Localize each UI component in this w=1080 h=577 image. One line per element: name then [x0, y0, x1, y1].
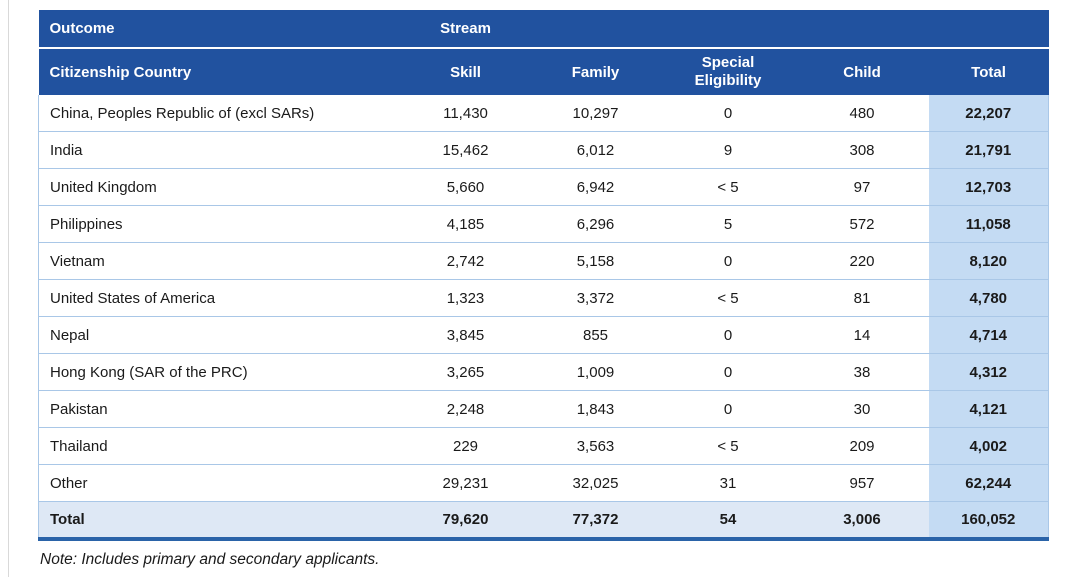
table-row: [39, 95, 1049, 132]
skill-cell: 15,462: [401, 132, 531, 169]
skill-cell: 3,845: [401, 317, 531, 354]
total-cell: 4,780: [929, 280, 1049, 317]
table-row: [39, 428, 1049, 465]
skill-cell: 11,430: [401, 95, 531, 132]
family-cell: 6,942: [531, 169, 661, 206]
column-header-child: Child: [796, 48, 929, 95]
total-cell: 4,121: [929, 391, 1049, 428]
citizenship-by-stream-table: [38, 10, 1049, 541]
skill-cell: 4,185: [401, 206, 531, 243]
table-body: [39, 95, 1049, 539]
table-row: [39, 280, 1049, 317]
child-cell: 957: [796, 465, 929, 502]
total-cell: 11,058: [929, 206, 1049, 243]
country-cell: Thailand: [39, 428, 401, 465]
table-row: [39, 317, 1049, 354]
skill-cell: 29,231: [401, 465, 531, 502]
child-cell: 572: [796, 206, 929, 243]
total-row-skill: 79,620: [401, 502, 531, 540]
country-cell: China, Peoples Republic of (excl SARs): [39, 95, 401, 132]
column-header-citizenship-country: Citizenship Country: [39, 48, 401, 95]
total-row: [39, 502, 1049, 540]
special-eligibility-cell: 0: [661, 354, 796, 391]
child-cell: 220: [796, 243, 929, 280]
table-row: [39, 132, 1049, 169]
family-cell: 10,297: [531, 95, 661, 132]
country-cell: Other: [39, 465, 401, 502]
skill-cell: 2,742: [401, 243, 531, 280]
total-cell: 62,244: [929, 465, 1049, 502]
skill-cell: 5,660: [401, 169, 531, 206]
special-eligibility-cell: < 5: [661, 280, 796, 317]
family-cell: 1,009: [531, 354, 661, 391]
country-cell: Nepal: [39, 317, 401, 354]
family-cell: 32,025: [531, 465, 661, 502]
special-eligibility-cell: 0: [661, 243, 796, 280]
column-header-total: Total: [929, 48, 1049, 95]
total-cell: 22,207: [929, 95, 1049, 132]
table-row: [39, 206, 1049, 243]
family-cell: 6,296: [531, 206, 661, 243]
outcome-stream-header-row: [39, 10, 1049, 48]
special-eligibility-cell: < 5: [661, 428, 796, 465]
column-header-row: [39, 48, 1049, 95]
child-cell: 30: [796, 391, 929, 428]
table-row: [39, 465, 1049, 502]
special-eligibility-cell: < 5: [661, 169, 796, 206]
family-cell: 1,843: [531, 391, 661, 428]
child-cell: 81: [796, 280, 929, 317]
country-cell: Hong Kong (SAR of the PRC): [39, 354, 401, 391]
child-cell: 308: [796, 132, 929, 169]
country-cell: Pakistan: [39, 391, 401, 428]
total-row-child: 3,006: [796, 502, 929, 540]
table-header: [39, 10, 1049, 95]
total-cell: 4,312: [929, 354, 1049, 391]
family-cell: 3,563: [531, 428, 661, 465]
special-eligibility-cell: 0: [661, 391, 796, 428]
header-spacer: [929, 10, 1049, 48]
total-row-family: 77,372: [531, 502, 661, 540]
total-cell: 8,120: [929, 243, 1049, 280]
family-cell: 855: [531, 317, 661, 354]
table-row: [39, 169, 1049, 206]
total-row-label: Total: [39, 502, 401, 540]
total-row-special-eligibility: 54: [661, 502, 796, 540]
special-eligibility-cell: 0: [661, 317, 796, 354]
special-eligibility-cell: 5: [661, 206, 796, 243]
skill-cell: 2,248: [401, 391, 531, 428]
page-left-rule: [8, 0, 9, 577]
column-header-family: Family: [531, 48, 661, 95]
total-cell: 12,703: [929, 169, 1049, 206]
total-cell: 4,714: [929, 317, 1049, 354]
special-eligibility-cell: 31: [661, 465, 796, 502]
child-cell: 38: [796, 354, 929, 391]
child-cell: 209: [796, 428, 929, 465]
table-note: Note: Includes primary and secondary applicants.: [40, 551, 380, 568]
skill-cell: 229: [401, 428, 531, 465]
country-cell: Vietnam: [39, 243, 401, 280]
special-eligibility-cell: 0: [661, 95, 796, 132]
table-row: [39, 391, 1049, 428]
column-header-skill: Skill: [401, 48, 531, 95]
country-cell: India: [39, 132, 401, 169]
header-spacer: [531, 10, 661, 48]
table-row: [39, 354, 1049, 391]
stream-header-label: Stream: [401, 10, 531, 48]
family-cell: 3,372: [531, 280, 661, 317]
column-header-special-eligibility: Special Eligibility: [661, 48, 796, 95]
country-cell: United Kingdom: [39, 169, 401, 206]
total-row-grand-total: 160,052: [929, 502, 1049, 540]
family-cell: 5,158: [531, 243, 661, 280]
outcome-header-label: Outcome: [39, 10, 401, 48]
skill-cell: 3,265: [401, 354, 531, 391]
header-spacer: [661, 10, 796, 48]
child-cell: 480: [796, 95, 929, 132]
skill-cell: 1,323: [401, 280, 531, 317]
child-cell: 14: [796, 317, 929, 354]
table-row: [39, 243, 1049, 280]
country-cell: United States of America: [39, 280, 401, 317]
country-cell: Philippines: [39, 206, 401, 243]
family-cell: 6,012: [531, 132, 661, 169]
total-cell: 21,791: [929, 132, 1049, 169]
total-cell: 4,002: [929, 428, 1049, 465]
special-eligibility-cell: 9: [661, 132, 796, 169]
child-cell: 97: [796, 169, 929, 206]
header-spacer: [796, 10, 929, 48]
